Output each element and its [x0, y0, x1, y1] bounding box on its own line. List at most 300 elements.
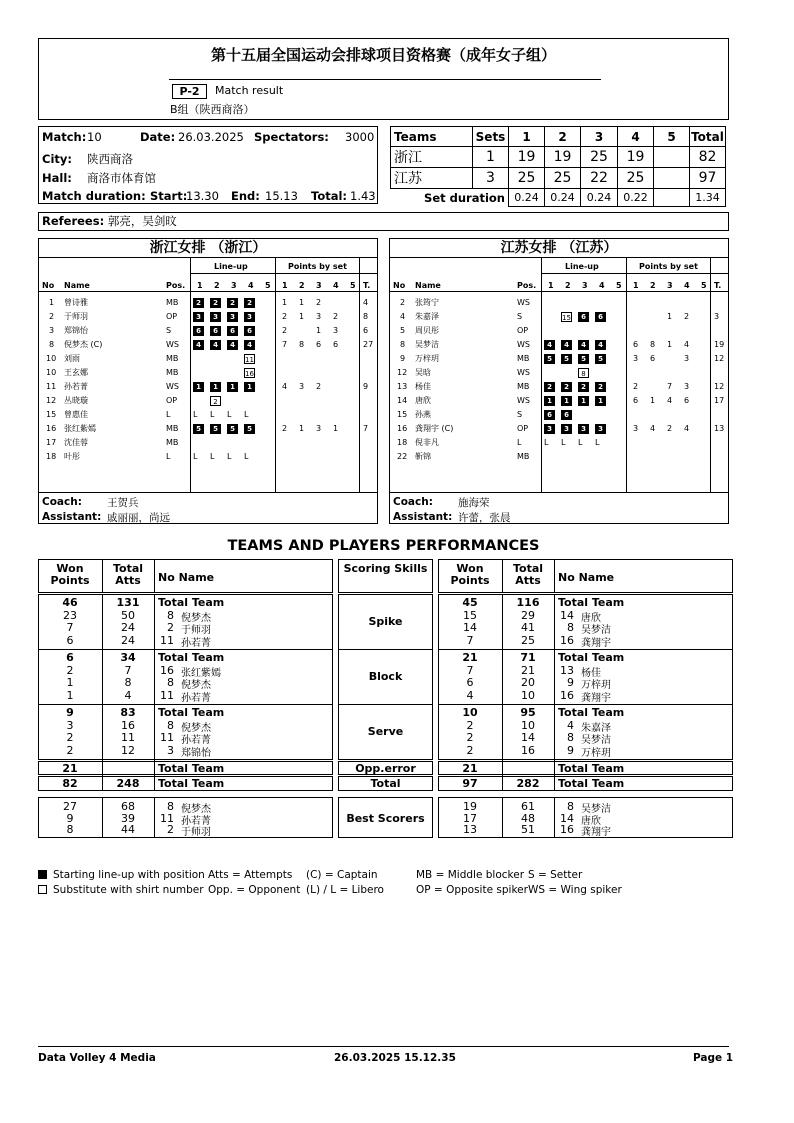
total-atts: 7: [124, 663, 132, 677]
sets-score-table: [390, 126, 726, 207]
total-atts: 39: [121, 811, 135, 825]
player-number: 16: [160, 663, 174, 677]
no-name-header: No Name: [158, 571, 215, 584]
legend-ws: WS = Wing spiker: [528, 884, 622, 896]
won-points: 2: [466, 743, 474, 757]
won-points: 2: [66, 663, 74, 677]
set-points: 4: [667, 396, 673, 405]
total-atts: 16: [521, 743, 535, 757]
starting-position-square: 6: [544, 410, 555, 420]
player-number: 10: [46, 368, 57, 377]
column-line: [502, 594, 503, 791]
sets-header: Sets: [473, 127, 509, 147]
won-points: 1: [66, 688, 74, 702]
starting-position-square: 2: [244, 298, 255, 308]
player-number: 15: [46, 410, 57, 419]
set-points: 1: [316, 326, 322, 335]
won-points: 8: [66, 823, 74, 836]
footer-software: Data Volley 4 Media: [38, 1052, 156, 1064]
coach-line: [390, 492, 728, 493]
total-points: 97: [690, 168, 726, 189]
libero-mark: L: [193, 452, 198, 461]
player-total-points: 4: [363, 298, 369, 307]
spike-skill: Spike: [368, 614, 403, 628]
team-name: 浙江女排 （浙江）: [39, 239, 377, 258]
coach-label: Coach:: [393, 496, 433, 508]
total-atts: 11: [121, 731, 135, 744]
spectators-label: Spectators:: [254, 130, 329, 144]
total-team-label: Total Team: [158, 777, 225, 790]
won-points: 19: [463, 800, 477, 813]
set-points: 6: [684, 396, 690, 405]
set-duration-row: [391, 189, 726, 207]
player-name: 朱嘉泽: [581, 722, 611, 734]
player-name: 孙若菁: [181, 815, 211, 827]
column-line: [502, 559, 503, 593]
player-name: 周贝彤: [415, 326, 439, 335]
starting-position-square: 2: [595, 382, 606, 392]
starting-position-square: 5: [210, 424, 221, 434]
substitute-number-square: 11: [245, 355, 254, 364]
points-by-set-header: Points by set: [288, 262, 347, 271]
player-number: 8: [49, 340, 55, 349]
player-number: 3: [167, 743, 174, 757]
player-name: 万梓玥: [415, 354, 439, 363]
start-time: 13.30: [186, 189, 219, 203]
set-points: 3: [633, 354, 639, 363]
total-atts: 248: [116, 777, 140, 790]
team-name: 江苏女排 （江苏）: [390, 239, 728, 258]
legend-libero: (L) / L = Libero: [306, 884, 384, 896]
starting-position-square: 4: [578, 340, 589, 350]
player-total-points: 9: [363, 382, 369, 391]
set-duration: 0.24: [545, 189, 581, 207]
team-name: 江苏: [391, 168, 473, 189]
lineup-set-header: 4: [599, 281, 605, 290]
lineup-set-header: 2: [565, 281, 571, 290]
set-score: 25: [618, 168, 654, 189]
subheader-line: [541, 273, 729, 274]
player-number: 18: [46, 452, 57, 461]
legend-text: Substitute with shirt number: [53, 884, 204, 896]
player-position: OP: [517, 326, 529, 335]
player-number: 3: [49, 326, 55, 335]
header-divider: [169, 79, 601, 80]
player-name: 吴梦洁: [581, 625, 611, 636]
starting-position-square: 4: [244, 340, 255, 350]
player-name: 张红紫嫣: [181, 667, 221, 679]
no-name-header: No Name: [558, 571, 615, 584]
player-number: 13: [560, 663, 574, 677]
total-atts-header: Total Atts: [512, 562, 544, 587]
set-points: 3: [684, 382, 690, 391]
points-set-header: 4: [333, 281, 339, 290]
won-points: 3: [66, 718, 74, 732]
starting-position-square: 6: [193, 326, 204, 336]
won-points: 9: [66, 811, 74, 825]
total-skill: Total: [370, 777, 401, 790]
player-number: 14: [560, 811, 574, 825]
won-points: 21: [462, 651, 478, 664]
set-score: 22: [581, 168, 618, 189]
player-name: 朱嘉泽: [415, 312, 439, 321]
won-points: 6: [466, 676, 474, 689]
libero-mark: L: [210, 452, 215, 461]
name-header: Name: [415, 281, 441, 290]
total-divider: [359, 258, 360, 492]
player-name: 倪梦杰 (C): [64, 340, 103, 349]
best-scorers-skill: Best Scorers: [346, 812, 425, 825]
team-name: 浙江: [391, 147, 473, 168]
total-team-label: Total Team: [158, 651, 225, 664]
legend-captain: (C) = Captain: [306, 869, 378, 881]
lineup-header: Line-up: [214, 262, 248, 271]
set1-header: 1: [509, 127, 545, 147]
player-position: WS: [517, 368, 530, 377]
total-atts: 4: [124, 688, 132, 702]
starting-position-square: 2: [544, 382, 555, 392]
player-position: L: [166, 452, 171, 461]
starting-position-square: 5: [561, 354, 572, 364]
won-points-header: Won Points: [50, 562, 90, 587]
points-set-header: 2: [299, 281, 305, 290]
pos-header: Pos.: [166, 281, 186, 290]
lineup-set-header: 4: [248, 281, 254, 290]
player-name: 龚翔宇: [581, 692, 611, 704]
set-points: 2: [684, 312, 690, 321]
player-number: 11: [160, 688, 174, 702]
set-points: 7: [667, 382, 673, 391]
set-points: 2: [282, 326, 288, 335]
won-points: 21: [462, 762, 478, 775]
match-info: [38, 126, 378, 204]
player-name: 倪梦杰: [181, 680, 211, 691]
player-number: 16: [560, 633, 574, 647]
set-score: 19: [545, 147, 581, 168]
spectators-count: 3000: [345, 130, 375, 144]
set-points: 1: [650, 396, 656, 405]
total-team-label: Total Team: [558, 762, 625, 775]
set-points: 6: [316, 340, 322, 349]
set-score: [654, 147, 690, 168]
team-b-roster: [389, 238, 729, 524]
player-name: 吴梦洁: [581, 735, 611, 746]
player-position: MB: [166, 354, 179, 363]
starting-position-square: 6: [595, 312, 606, 322]
won-points: 7: [466, 633, 474, 647]
points-set-header: 3: [667, 281, 673, 290]
player-number: 2: [167, 621, 174, 634]
libero-mark: L: [578, 438, 583, 447]
set-points: 3: [684, 354, 690, 363]
player-position: MB: [517, 382, 530, 391]
won-points: 10: [462, 706, 478, 719]
starting-position-square: 3: [244, 312, 255, 322]
lineup-set-header: 1: [197, 281, 203, 290]
points-divider: [275, 258, 276, 492]
player-total-points: 12: [714, 354, 725, 363]
player-number: 14: [397, 396, 408, 405]
player-total-points: 13: [714, 424, 725, 433]
lineup-header: Line-up: [565, 262, 599, 271]
player-number: 8: [567, 621, 574, 634]
match-date: 26.03.2025: [178, 130, 244, 144]
total-header: Total: [690, 127, 726, 147]
player-name: 唐欣: [415, 396, 431, 405]
legend-text: Starting line-up with position: [53, 869, 205, 881]
set-score: 19: [618, 147, 654, 168]
starting-position-square: 1: [227, 382, 238, 392]
player-name: 于师羽: [64, 312, 88, 321]
player-number: 8: [167, 608, 174, 622]
player-number: 11: [160, 731, 174, 744]
total-atts: 24: [121, 621, 135, 634]
city-label: City:: [42, 152, 72, 166]
set-points: 1: [333, 424, 339, 433]
starting-position-square: 3: [227, 312, 238, 322]
starting-position-square: 2: [578, 382, 589, 392]
player-position: OP: [166, 396, 178, 405]
player-total-points: 19: [714, 340, 725, 349]
legend-atts: Atts = Attempts: [208, 869, 293, 881]
total-atts: 25: [521, 633, 535, 647]
player-number: 8: [567, 731, 574, 744]
player-name: 龚翔宇: [581, 637, 611, 649]
lineup-set-header: 1: [548, 281, 554, 290]
serve-skill: Serve: [367, 724, 404, 738]
hall: 商洛市体育馆: [87, 171, 156, 185]
starting-position-square: 4: [193, 340, 204, 350]
starting-position-square: 4: [544, 340, 555, 350]
assistant-names: 许蕾，张晨: [458, 512, 511, 524]
points-set-header: 4: [684, 281, 690, 290]
footer-timestamp: 26.03.2025 15.12.35: [334, 1052, 456, 1064]
performance-title: TEAMS AND PLAYERS PERFORMANCES: [227, 538, 540, 554]
set-points: 7: [282, 340, 288, 349]
referees-label: Referees:: [42, 214, 105, 228]
player-name: 孙若菁: [181, 692, 211, 704]
player-name: 吴晗: [415, 368, 431, 377]
group-label: B组（陕西商洛）: [170, 103, 255, 116]
no-header: No: [393, 281, 406, 290]
player-number: 18: [397, 438, 408, 447]
scoring-skills-header: Scoring Skills: [343, 562, 428, 575]
player-number: 22: [397, 452, 408, 461]
total-team-label: Total Team: [158, 706, 225, 719]
player-name: 龚翔宇: [581, 827, 611, 838]
report-title: Match result: [215, 84, 284, 97]
total-atts: 116: [516, 596, 540, 609]
player-total-points: 12: [714, 382, 725, 391]
total-atts: 8: [124, 676, 132, 689]
assistant-names: 戚丽丽，尚远: [107, 512, 170, 524]
libero-mark: L: [193, 410, 198, 419]
lineup-set-header: 5: [265, 281, 271, 290]
total-atts: 282: [516, 777, 540, 790]
player-position: S: [166, 326, 172, 335]
set-points: 2: [316, 298, 322, 307]
match-number-label: Match:: [42, 130, 87, 144]
player-name: 曾诗雅: [64, 298, 88, 307]
set-score: 25: [581, 147, 618, 168]
player-name: 丛晓璇: [64, 396, 88, 405]
points-set-header: 5: [701, 281, 707, 290]
legend-substitute: [38, 884, 204, 896]
points-by-set-header: Points by set: [639, 262, 698, 271]
subheader-line: [190, 273, 378, 274]
legend-s: S = Setter: [528, 869, 583, 881]
set-score: 25: [545, 168, 581, 189]
teams-header: Teams: [391, 127, 473, 147]
starting-position-square: 2: [193, 298, 204, 308]
starting-position-square: 1: [561, 396, 572, 406]
starting-position-square: 3: [561, 424, 572, 434]
total-points: 82: [690, 147, 726, 168]
points-divider: [626, 258, 627, 492]
total-atts: 71: [520, 651, 536, 664]
player-name: 唐欣: [581, 612, 601, 624]
player-position: MB: [517, 452, 530, 461]
won-points: 4: [466, 688, 474, 702]
libero-mark: L: [227, 410, 232, 419]
date-label: Date:: [140, 130, 176, 144]
set-duration: 0.22: [618, 189, 654, 207]
legend-starting: [38, 869, 205, 881]
referees-names: 郭亮，吴剑旼: [107, 214, 177, 228]
won-points: 45: [462, 596, 478, 609]
player-total-points: 7: [363, 424, 369, 433]
starting-position-square: 6: [578, 312, 589, 322]
set-points: 4: [650, 424, 656, 433]
starting-position-square: 1: [595, 396, 606, 406]
total-atts: 10: [521, 688, 535, 702]
starting-position-square: 6: [210, 326, 221, 336]
player-number: 9: [400, 354, 406, 363]
city: 陕西商洛: [87, 152, 133, 166]
lineup-set-header: 3: [582, 281, 588, 290]
total-atts: 24: [121, 633, 135, 647]
footer-divider: [38, 1046, 729, 1047]
player-position: MB: [166, 298, 179, 307]
substitute-number-square: 8: [578, 368, 589, 378]
lineup-set-header: 5: [616, 281, 622, 290]
set-points: 4: [282, 382, 288, 391]
points-set-header: 3: [316, 281, 322, 290]
report-code: P-2: [172, 84, 207, 99]
total-atts: 34: [120, 651, 136, 664]
player-number: 8: [400, 340, 406, 349]
t-header: T.: [714, 281, 722, 290]
starting-position-square: 5: [227, 424, 238, 434]
total-atts: 41: [521, 621, 535, 634]
won-points: 23: [63, 608, 77, 622]
total-atts: 61: [521, 800, 535, 813]
starting-position-square: 3: [595, 424, 606, 434]
player-number: 16: [560, 688, 574, 702]
player-number: 2: [49, 312, 55, 321]
total-atts: 12: [121, 743, 135, 757]
set-points: 4: [684, 340, 690, 349]
total-atts: 48: [521, 811, 535, 825]
player-name: 倪梦杰: [181, 722, 211, 734]
player-total-points: 6: [363, 326, 369, 335]
set2-header: 2: [545, 127, 581, 147]
referees-bar: [38, 212, 729, 231]
assistant-label: Assistant:: [42, 511, 102, 523]
column-line: [102, 594, 103, 791]
pos-header: Pos.: [517, 281, 537, 290]
player-name: 杨佳: [415, 382, 431, 391]
report-header: [38, 38, 729, 120]
set-points: 1: [667, 340, 673, 349]
player-position: MB: [166, 368, 179, 377]
set-points: 1: [282, 298, 288, 307]
total-team-label: Total Team: [558, 706, 625, 719]
set-points: 4: [684, 424, 690, 433]
set-points: 2: [667, 424, 673, 433]
set-points: 2: [282, 424, 288, 433]
total-duration: 1.34: [690, 189, 726, 207]
set-points: 3: [633, 424, 639, 433]
starting-position-square: 2: [561, 382, 572, 392]
total-atts: 50: [121, 608, 135, 622]
player-name: 曾惠佳: [64, 410, 88, 419]
block-skill: Block: [368, 669, 403, 683]
player-number: 4: [400, 312, 406, 321]
player-total-points: 3: [714, 312, 720, 321]
assistant-label: Assistant:: [393, 511, 453, 523]
starting-position-square: 1: [193, 382, 204, 392]
starting-position-square: 4: [595, 340, 606, 350]
won-points: 7: [466, 663, 474, 677]
set-points: 1: [299, 312, 305, 321]
won-points-header: Won Points: [450, 562, 490, 587]
total-atts: 131: [116, 596, 140, 609]
set-duration: [654, 189, 690, 207]
player-name: 吴梦洁: [581, 804, 611, 815]
starting-position-square: 2: [227, 298, 238, 308]
column-line: [554, 594, 555, 791]
starting-position-square: 3: [210, 312, 221, 322]
libero-mark: L: [227, 452, 232, 461]
player-number: 9: [567, 676, 574, 689]
player-number: 13: [397, 382, 408, 391]
player-position: WS: [517, 340, 530, 349]
starting-position-square: 5: [193, 424, 204, 434]
player-name: 张筠宁: [415, 298, 439, 307]
no-header: No: [42, 281, 55, 290]
won-points: 6: [66, 651, 74, 664]
duration-label: Match duration:: [42, 189, 146, 203]
set-points: 1: [299, 424, 305, 433]
substitute-number-square: 2: [210, 396, 221, 406]
player-number: 1: [49, 298, 55, 307]
player-number: 17: [46, 438, 57, 447]
set-score: [654, 168, 690, 189]
header-bottom-line: [390, 291, 728, 292]
won-points: 82: [62, 777, 78, 790]
starting-position-square: 3: [544, 424, 555, 434]
libero-mark: L: [244, 452, 249, 461]
set-points: 3: [316, 312, 322, 321]
set-points: 3: [299, 382, 305, 391]
coach-label: Coach:: [42, 496, 82, 508]
player-name: 孙若菁: [181, 637, 211, 649]
player-number: 10: [46, 354, 57, 363]
footer-page: Page 1: [693, 1052, 734, 1064]
set-points: 3: [333, 326, 339, 335]
player-name: 倪梦杰: [181, 804, 211, 815]
